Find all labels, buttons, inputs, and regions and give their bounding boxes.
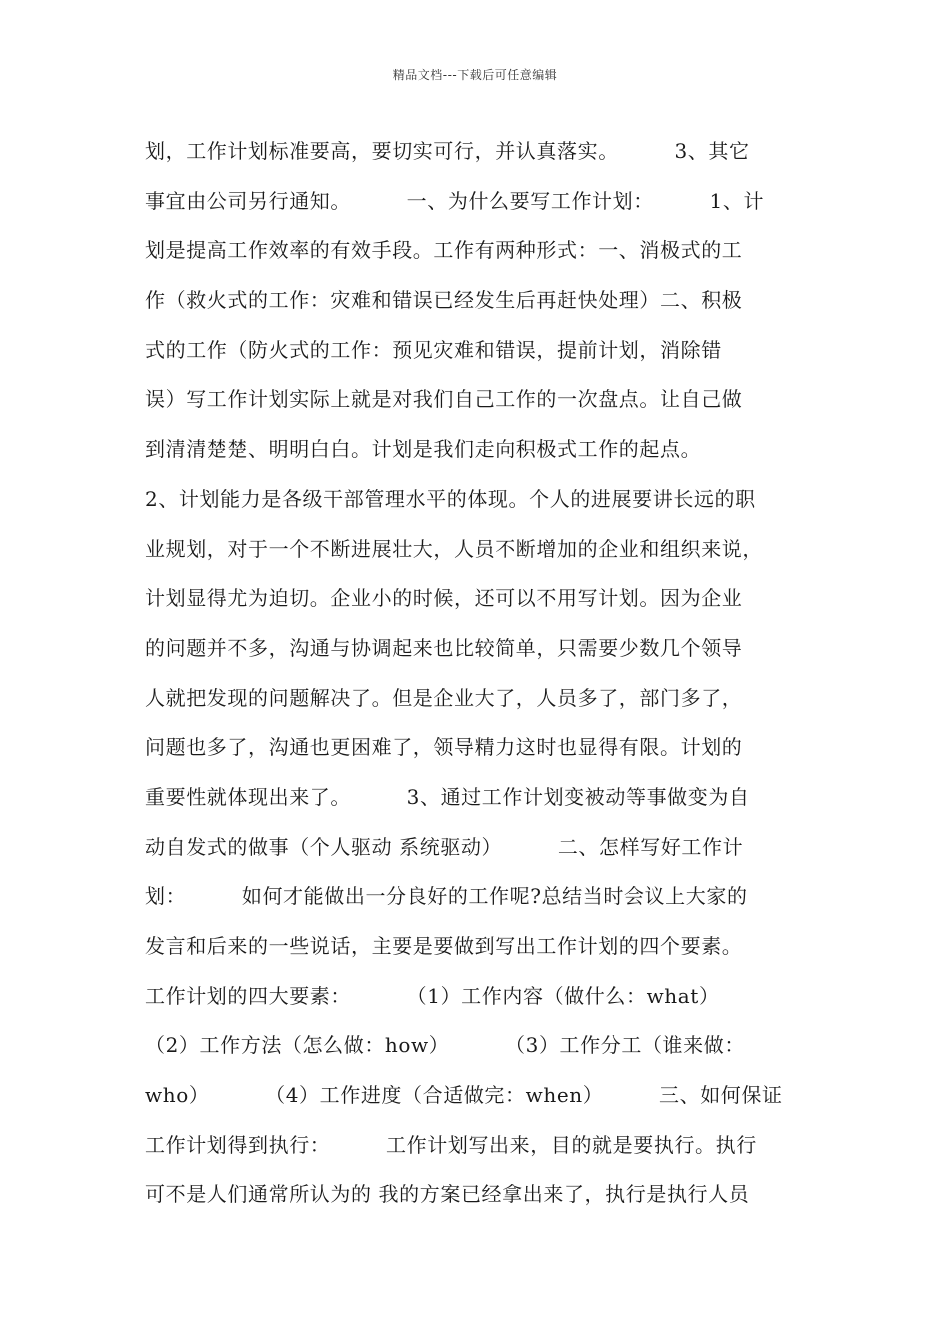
text-line: 划： 如何才能做出一分良好的工作呢?总结当时会议上大家的	[145, 884, 748, 909]
text-line: 工作计划的四大要素： （1）工作内容（做什么：what）	[145, 983, 720, 1008]
text-line: 2、计划能力是各级干部管理水平的体现。个人的进展要讲长远的职	[145, 486, 756, 511]
text-line: （2）工作方法（怎么做：how） （3）工作分工（谁来做：	[145, 1033, 745, 1058]
text-line: 到清清楚楚、明明白白。计划是我们走向积极式工作的起点。	[145, 437, 702, 462]
text-line: who） （4）工作进度（合适做完：when） 三、如何保证	[145, 1083, 783, 1108]
text-line: 重要性就体现出来了。 3、通过工作计划变被动等事做变为自	[145, 784, 750, 809]
text-line: 工作计划得到执行： 工作计划写出来，目的就是要执行。执行	[145, 1132, 757, 1157]
text-line: 作（救火式的工作：灾难和错误已经发生后再赶快处理）二、积极	[145, 288, 743, 313]
text-line: 动自发式的做事（个人驱动 系统驱动） 二、怎样写好工作计	[145, 834, 744, 859]
document-body	[145, 133, 815, 1226]
text-line: 事宜由公司另行通知。 一、为什么要写工作计划： 1、计	[145, 188, 765, 213]
text-line: 划是提高工作效率的有效手段。工作有两种形式：一、消极式的工	[145, 238, 743, 263]
text-line: 误）写工作计划实际上就是对我们自己工作的一次盘点。让自己做	[145, 387, 743, 412]
text-line: 人就把发现的问题解决了。但是企业大了，人员多了，部门多了，	[145, 685, 743, 710]
text-line: 问题也多了，沟通也更困难了，领导精力这时也显得有限。计划的	[145, 735, 743, 760]
text-line: 计划显得尤为迫切。企业小的时候，还可以不用写计划。因为企业	[145, 586, 743, 611]
text-line: 的问题并不多，沟通与协调起来也比较简单，只需要少数几个领导	[145, 635, 743, 660]
text-line: 划，工作计划标准要高，要切实可行，并认真落实。 3、其它	[145, 139, 750, 163]
text-line: 业规划，对于一个不断进展壮大，人员不断增加的企业和组织来说，	[145, 536, 763, 561]
page-header: 精品文档---下载后可任意编辑	[392, 68, 558, 82]
text-line: 发言和后来的一些说话，主要是要做到写出工作计划的四个要素。	[145, 934, 743, 958]
text-line: 式的工作（防火式的工作：预见灾难和错误，提前计划，消除错	[145, 337, 722, 362]
text-line: 可不是人们通常所认为的 我的方案已经拿出来了，执行是执行人员	[145, 1182, 750, 1207]
